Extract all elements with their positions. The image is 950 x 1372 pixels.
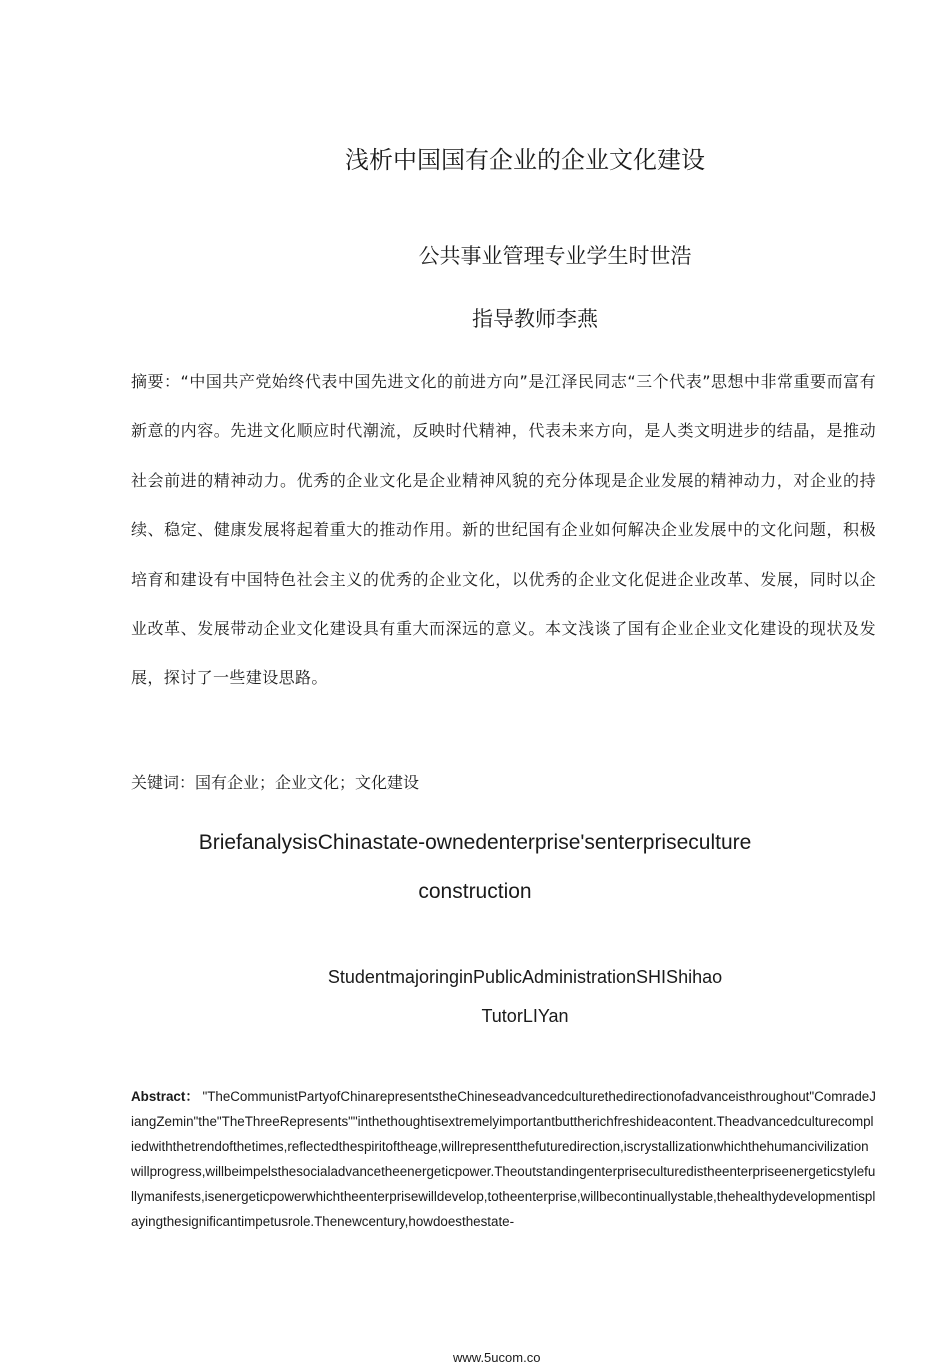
- footer-url: www.5ucom.co: [453, 1350, 541, 1365]
- english-title-line-1: BriefanalysisChinastate-ownedenterprise'senterpriseculture: [198, 831, 752, 854]
- chinese-tutor: 指导教师李燕: [472, 307, 598, 331]
- chinese-author: 公共事业管理专业学生时世浩: [418, 244, 692, 268]
- english-abstract: [131, 1084, 876, 1234]
- chinese-abstract: 摘要：“中国共产党始终代表中国先进文化的前进方向”是江泽民同志“三个代表”思想中非常重要而富有新意的内容。先进文化顺应时代潮流，反映时代精神，代表未来方向，是人类文明进步的结晶，是推动社会前进的精神动力。优秀的企业文化是企业精神风貌的充分体现是企业发展的精神动力，对企业的持续、稳定、健康发展将起着重大的推动作用。新的世纪国有企业如何解决企业发展中的文化问题，积极培育和建设有中国特色社会主义的优秀的企业文化，以优秀的企业文化促进企业改革、发展，同时以企业改革、发展带动企业文化建设具有重大而深远的意义。本文浅谈了国有企业企业文化建设的现状及发展，探讨了一些建设思路。: [131, 372, 876, 688]
- english-title-line-2: construction: [418, 880, 532, 903]
- english-tutor: TutorLIYan: [481, 1006, 569, 1026]
- chinese-keywords: 关键词：国有企业；企业文化；文化建设: [131, 773, 420, 792]
- english-abstract-label: Abstract：: [131, 1089, 199, 1104]
- english-abstract-text: "TheCommunistPartyofChinarepresentstheChineseadvancedculturethedirectionofadvanceisthroughout"ComradeJiangZemin"the"TheThreeRepresents""inthethoughtisextremelyimportantbuttherichfreshideacontent.Theadvancedculturecompliedwiththetrendofthetimes,reflectedthespiritoftheage,willrepresentthefuturedirection,iscrystallizationwhichthehumancivilizationwillprogress,willbeimpelsthesocialadvancetheenergeticpower.Theoutstandingenterpriseculturedistheenterpriseenergeticstylefullymanifests,isenergeticpowerwhichtheenterprisewilldevelop,totheenterprise,willbecontinuallystable,thehealthydevelopmentisplayingthesignificantimpetusrole.Thenewcentury,howdoesthestate-: [131, 1089, 876, 1229]
- chinese-title: 浅析中国国有企业的企业文化建设: [345, 146, 705, 174]
- english-title: [0, 818, 950, 916]
- english-author: StudentmajoringinPublicAdministrationSHIShihao: [327, 967, 723, 987]
